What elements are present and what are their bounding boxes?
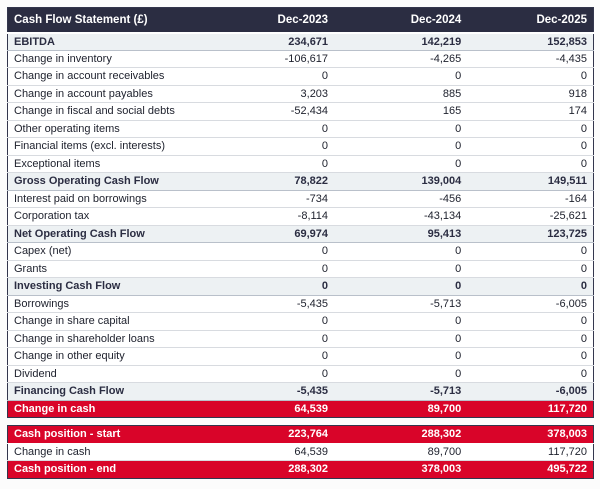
table-row xyxy=(8,33,594,51)
row-value: -25,621 xyxy=(467,208,593,226)
row-label: Cash position - start xyxy=(8,426,201,444)
row-value: 885 xyxy=(334,85,467,103)
row-label: EBITDA xyxy=(8,33,201,51)
row-value: -6,005 xyxy=(467,383,593,401)
row-value: -5,435 xyxy=(201,295,334,313)
row-value: 223,764 xyxy=(201,426,334,444)
row-value: -456 xyxy=(334,190,467,208)
table-row xyxy=(8,68,594,86)
row-label: Change in fiscal and social debts xyxy=(8,103,201,121)
table-row xyxy=(8,243,594,261)
row-label: Grants xyxy=(8,260,201,278)
row-label: Change in account payables xyxy=(8,85,201,103)
table-row xyxy=(8,190,594,208)
row-value: 0 xyxy=(467,138,593,156)
row-value: -52,434 xyxy=(201,103,334,121)
table-row xyxy=(8,365,594,383)
row-value: 288,302 xyxy=(201,461,334,479)
row-value: 89,700 xyxy=(334,400,467,418)
row-value: -5,713 xyxy=(334,295,467,313)
row-value: -4,265 xyxy=(334,50,467,68)
row-value: 495,722 xyxy=(467,461,593,479)
row-value: 69,974 xyxy=(201,225,334,243)
row-label: Change in cash xyxy=(8,400,201,418)
row-value: 0 xyxy=(334,348,467,366)
row-value: 0 xyxy=(467,313,593,331)
row-value: 149,511 xyxy=(467,173,593,191)
row-value: 0 xyxy=(467,348,593,366)
row-value: 165 xyxy=(334,103,467,121)
row-value: 0 xyxy=(201,365,334,383)
row-value: 3,203 xyxy=(201,85,334,103)
row-value: 123,725 xyxy=(467,225,593,243)
row-value: -734 xyxy=(201,190,334,208)
row-value: 174 xyxy=(467,103,593,121)
row-value: -4,435 xyxy=(467,50,593,68)
row-value: -5,435 xyxy=(201,383,334,401)
cash-flow-table xyxy=(7,7,594,418)
table-row xyxy=(8,138,594,156)
table-header xyxy=(8,8,594,33)
row-value: 0 xyxy=(467,120,593,138)
row-label: Change in shareholder loans xyxy=(8,330,201,348)
row-value: 117,720 xyxy=(467,400,593,418)
table-row xyxy=(8,50,594,68)
row-label: Corporation tax xyxy=(8,208,201,226)
row-label: Change in cash xyxy=(8,443,201,461)
cash-flow-statement-page xyxy=(7,7,593,479)
row-value: 78,822 xyxy=(201,173,334,191)
row-label: Cash position - end xyxy=(8,461,201,479)
row-label: Financing Cash Flow xyxy=(8,383,201,401)
row-value: 0 xyxy=(334,138,467,156)
row-value: 0 xyxy=(467,243,593,261)
row-value: 89,700 xyxy=(334,443,467,461)
table-row xyxy=(8,155,594,173)
row-value: 142,219 xyxy=(334,33,467,51)
table-row xyxy=(8,443,594,461)
row-value: 0 xyxy=(334,278,467,296)
cash-position-rows xyxy=(8,426,594,479)
row-value: 0 xyxy=(201,330,334,348)
row-value: -5,713 xyxy=(334,383,467,401)
cash-flow-rows xyxy=(8,33,594,418)
row-value: 0 xyxy=(467,68,593,86)
row-value: 0 xyxy=(201,278,334,296)
row-value: 0 xyxy=(201,260,334,278)
row-label: Capex (net) xyxy=(8,243,201,261)
column-header-dec-2023: Dec-2023 xyxy=(201,8,334,33)
row-value: 0 xyxy=(334,330,467,348)
table-row xyxy=(8,426,594,444)
row-value: 95,413 xyxy=(334,225,467,243)
table-title: Cash Flow Statement (£) xyxy=(8,8,201,33)
row-value: 64,539 xyxy=(201,400,334,418)
row-label: Borrowings xyxy=(8,295,201,313)
table-row xyxy=(8,295,594,313)
row-value: 0 xyxy=(201,313,334,331)
row-value: -164 xyxy=(467,190,593,208)
row-value: 0 xyxy=(334,260,467,278)
row-value: 0 xyxy=(201,120,334,138)
row-value: 0 xyxy=(467,155,593,173)
row-value: 918 xyxy=(467,85,593,103)
table-row xyxy=(8,400,594,418)
row-label: Investing Cash Flow xyxy=(8,278,201,296)
row-value: 0 xyxy=(334,155,467,173)
row-value: 0 xyxy=(201,243,334,261)
row-label: Change in other equity xyxy=(8,348,201,366)
row-value: 0 xyxy=(334,68,467,86)
table-row xyxy=(8,173,594,191)
row-value: 0 xyxy=(201,155,334,173)
row-label: Dividend xyxy=(8,365,201,383)
row-value: 152,853 xyxy=(467,33,593,51)
row-label: Change in share capital xyxy=(8,313,201,331)
row-value: 234,671 xyxy=(201,33,334,51)
row-value: 139,004 xyxy=(334,173,467,191)
row-value: -43,134 xyxy=(334,208,467,226)
row-value: 0 xyxy=(334,243,467,261)
header-row xyxy=(8,8,594,33)
row-value: 378,003 xyxy=(467,426,593,444)
row-value: 0 xyxy=(334,120,467,138)
table-row xyxy=(8,383,594,401)
row-value: 0 xyxy=(467,365,593,383)
table-row xyxy=(8,208,594,226)
table-row xyxy=(8,278,594,296)
row-value: 0 xyxy=(334,365,467,383)
table-row xyxy=(8,103,594,121)
row-label: Change in account receivables xyxy=(8,68,201,86)
table-row xyxy=(8,120,594,138)
row-label: Interest paid on borrowings xyxy=(8,190,201,208)
row-value: 288,302 xyxy=(334,426,467,444)
row-label: Financial items (excl. interests) xyxy=(8,138,201,156)
row-value: 0 xyxy=(201,68,334,86)
row-value: 0 xyxy=(467,330,593,348)
row-value: 117,720 xyxy=(467,443,593,461)
row-label: Net Operating Cash Flow xyxy=(8,225,201,243)
row-value: -6,005 xyxy=(467,295,593,313)
row-value: 378,003 xyxy=(334,461,467,479)
column-header-dec-2025: Dec-2025 xyxy=(467,8,593,33)
table-row xyxy=(8,85,594,103)
row-label: Change in inventory xyxy=(8,50,201,68)
row-value: 0 xyxy=(467,260,593,278)
table-row xyxy=(8,260,594,278)
table-row xyxy=(8,313,594,331)
row-value: 0 xyxy=(201,138,334,156)
table-row xyxy=(8,225,594,243)
row-value: 0 xyxy=(467,278,593,296)
row-label: Exceptional items xyxy=(8,155,201,173)
row-label: Other operating items xyxy=(8,120,201,138)
row-value: -106,617 xyxy=(201,50,334,68)
table-row xyxy=(8,330,594,348)
cash-position-table xyxy=(7,425,594,479)
column-header-dec-2024: Dec-2024 xyxy=(334,8,467,33)
row-label: Gross Operating Cash Flow xyxy=(8,173,201,191)
row-value: 64,539 xyxy=(201,443,334,461)
row-value: 0 xyxy=(201,348,334,366)
table-row xyxy=(8,461,594,479)
row-value: 0 xyxy=(334,313,467,331)
table-row xyxy=(8,348,594,366)
row-value: -8,114 xyxy=(201,208,334,226)
